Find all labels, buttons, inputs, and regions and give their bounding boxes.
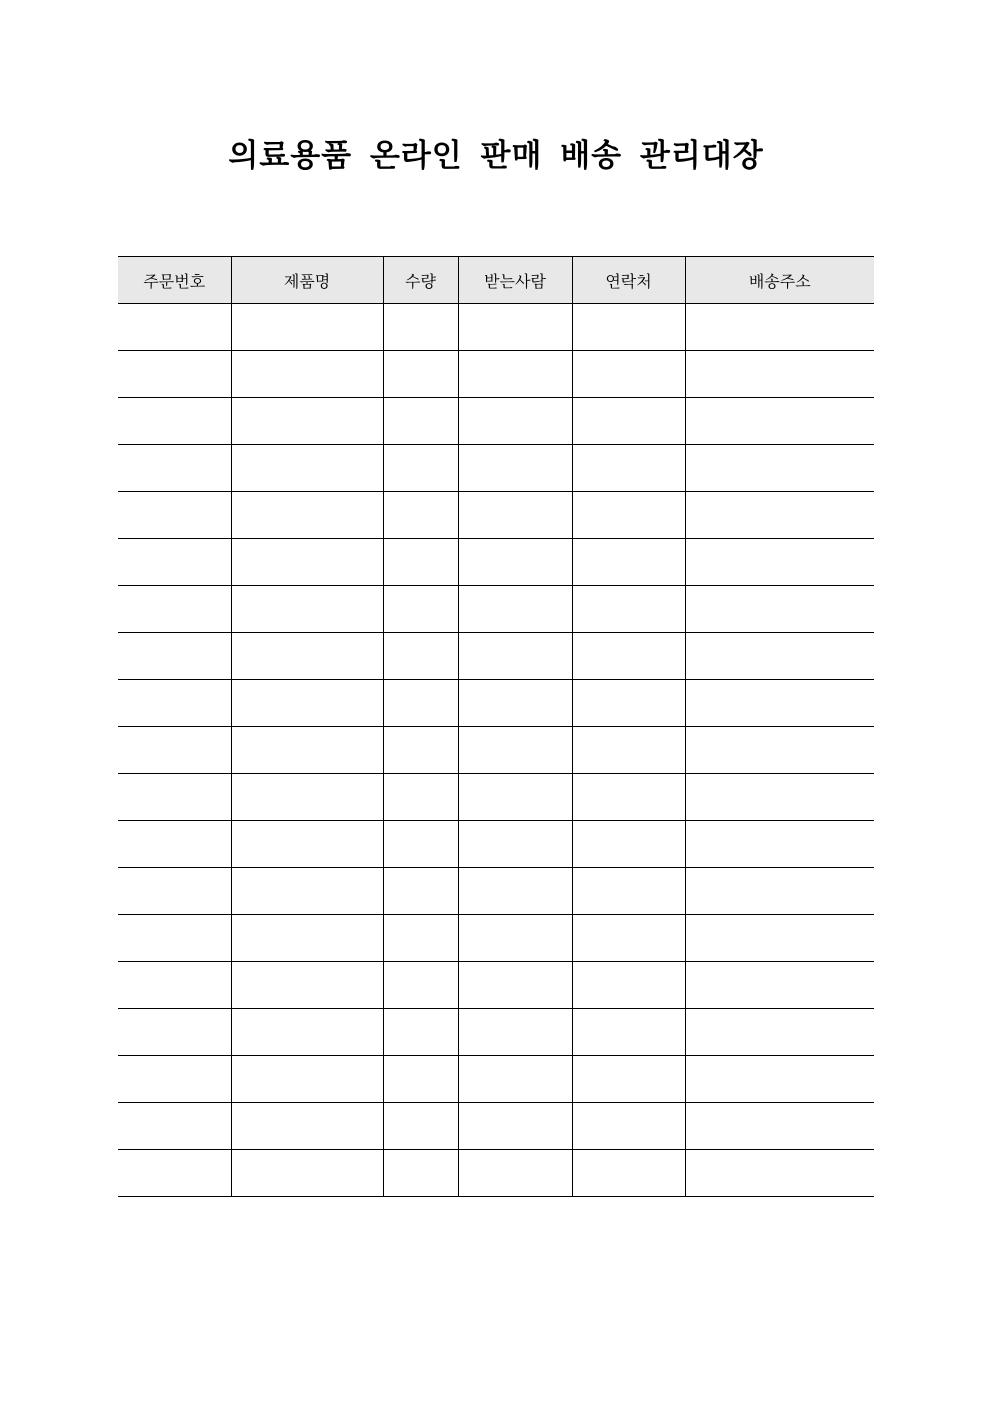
quantity-cell[interactable] bbox=[383, 304, 458, 351]
table-header-row bbox=[118, 257, 874, 304]
quantity-cell[interactable] bbox=[383, 680, 458, 727]
order-number-cell[interactable] bbox=[118, 727, 231, 774]
product-name-cell[interactable] bbox=[231, 398, 383, 445]
contact-cell[interactable] bbox=[572, 1056, 685, 1103]
product-name-cell[interactable] bbox=[231, 633, 383, 680]
table-row bbox=[118, 1009, 874, 1056]
quantity-cell[interactable] bbox=[383, 1150, 458, 1197]
order-number-cell[interactable] bbox=[118, 304, 231, 351]
shipping-address-cell[interactable] bbox=[685, 1103, 874, 1150]
recipient-cell[interactable] bbox=[458, 868, 572, 915]
order-number-cell[interactable] bbox=[118, 1056, 231, 1103]
order-number-cell[interactable] bbox=[118, 539, 231, 586]
table-row bbox=[118, 633, 874, 680]
shipping-address-cell[interactable] bbox=[685, 586, 874, 633]
contact-cell[interactable] bbox=[572, 1009, 685, 1056]
quantity-cell[interactable] bbox=[383, 962, 458, 1009]
quantity-cell[interactable] bbox=[383, 586, 458, 633]
table-row bbox=[118, 539, 874, 586]
product-name-cell[interactable] bbox=[231, 1103, 383, 1150]
table-row bbox=[118, 492, 874, 539]
recipient-cell[interactable] bbox=[458, 586, 572, 633]
product-name-cell[interactable] bbox=[231, 680, 383, 727]
header-quantity: 수량 bbox=[383, 257, 458, 304]
order-number-cell[interactable] bbox=[118, 821, 231, 868]
table-row bbox=[118, 1056, 874, 1103]
product-name-cell[interactable] bbox=[231, 586, 383, 633]
shipping-address-cell[interactable] bbox=[685, 351, 874, 398]
shipping-address-cell[interactable] bbox=[685, 445, 874, 492]
table-row bbox=[118, 868, 874, 915]
quantity-cell[interactable] bbox=[383, 1009, 458, 1056]
quantity-cell[interactable] bbox=[383, 1056, 458, 1103]
page-title: 의료용품 온라인 판매 배송 관리대장 bbox=[228, 138, 764, 174]
contact-cell[interactable] bbox=[572, 492, 685, 539]
product-name-cell[interactable] bbox=[231, 727, 383, 774]
recipient-cell[interactable] bbox=[458, 962, 572, 1009]
product-name-cell[interactable] bbox=[231, 868, 383, 915]
product-name-cell[interactable] bbox=[231, 1150, 383, 1197]
quantity-cell[interactable] bbox=[383, 398, 458, 445]
contact-cell[interactable] bbox=[572, 962, 685, 1009]
contact-cell[interactable] bbox=[572, 351, 685, 398]
recipient-cell[interactable] bbox=[458, 774, 572, 821]
quantity-cell[interactable] bbox=[383, 633, 458, 680]
contact-cell[interactable] bbox=[572, 915, 685, 962]
table-row bbox=[118, 821, 874, 868]
contact-cell[interactable] bbox=[572, 680, 685, 727]
table-row bbox=[118, 727, 874, 774]
recipient-cell[interactable] bbox=[458, 398, 572, 445]
header-contact: 연락처 bbox=[572, 257, 685, 304]
quantity-cell[interactable] bbox=[383, 492, 458, 539]
delivery-ledger-table bbox=[118, 256, 874, 1197]
shipping-address-cell[interactable] bbox=[685, 633, 874, 680]
shipping-address-cell[interactable] bbox=[685, 915, 874, 962]
table-row bbox=[118, 304, 874, 351]
recipient-cell[interactable] bbox=[458, 915, 572, 962]
table-row bbox=[118, 445, 874, 492]
recipient-cell[interactable] bbox=[458, 492, 572, 539]
order-number-cell[interactable] bbox=[118, 868, 231, 915]
recipient-cell[interactable] bbox=[458, 727, 572, 774]
quantity-cell[interactable] bbox=[383, 821, 458, 868]
shipping-address-cell[interactable] bbox=[685, 539, 874, 586]
shipping-address-cell[interactable] bbox=[685, 398, 874, 445]
contact-cell[interactable] bbox=[572, 1103, 685, 1150]
recipient-cell[interactable] bbox=[458, 539, 572, 586]
table-row bbox=[118, 680, 874, 727]
recipient-cell[interactable] bbox=[458, 351, 572, 398]
contact-cell[interactable] bbox=[572, 445, 685, 492]
order-number-cell[interactable] bbox=[118, 492, 231, 539]
order-number-cell[interactable] bbox=[118, 915, 231, 962]
header-recipient: 받는사람 bbox=[458, 257, 572, 304]
quantity-cell[interactable] bbox=[383, 539, 458, 586]
quantity-cell[interactable] bbox=[383, 727, 458, 774]
product-name-cell[interactable] bbox=[231, 492, 383, 539]
order-number-cell[interactable] bbox=[118, 680, 231, 727]
contact-cell[interactable] bbox=[572, 398, 685, 445]
order-number-cell[interactable] bbox=[118, 1103, 231, 1150]
shipping-address-cell[interactable] bbox=[685, 821, 874, 868]
shipping-address-cell[interactable] bbox=[685, 1056, 874, 1103]
shipping-address-cell[interactable] bbox=[685, 962, 874, 1009]
order-number-cell[interactable] bbox=[118, 774, 231, 821]
product-name-cell[interactable] bbox=[231, 539, 383, 586]
shipping-address-cell[interactable] bbox=[685, 868, 874, 915]
contact-cell[interactable] bbox=[572, 774, 685, 821]
contact-cell[interactable] bbox=[572, 821, 685, 868]
shipping-address-cell[interactable] bbox=[685, 1009, 874, 1056]
product-name-cell[interactable] bbox=[231, 445, 383, 492]
header-shipping-address: 배송주소 bbox=[685, 257, 874, 304]
recipient-cell[interactable] bbox=[458, 1150, 572, 1197]
contact-cell[interactable] bbox=[572, 868, 685, 915]
quantity-cell[interactable] bbox=[383, 915, 458, 962]
product-name-cell[interactable] bbox=[231, 821, 383, 868]
table-row bbox=[118, 1103, 874, 1150]
product-name-cell[interactable] bbox=[231, 915, 383, 962]
shipping-address-cell[interactable] bbox=[685, 304, 874, 351]
order-number-cell[interactable] bbox=[118, 586, 231, 633]
quantity-cell[interactable] bbox=[383, 445, 458, 492]
table-row bbox=[118, 398, 874, 445]
product-name-cell[interactable] bbox=[231, 1009, 383, 1056]
table-row bbox=[118, 1150, 874, 1197]
recipient-cell[interactable] bbox=[458, 821, 572, 868]
recipient-cell[interactable] bbox=[458, 1103, 572, 1150]
order-number-cell[interactable] bbox=[118, 633, 231, 680]
contact-cell[interactable] bbox=[572, 304, 685, 351]
table-row bbox=[118, 962, 874, 1009]
recipient-cell[interactable] bbox=[458, 1056, 572, 1103]
quantity-cell[interactable] bbox=[383, 868, 458, 915]
product-name-cell[interactable] bbox=[231, 1056, 383, 1103]
order-number-cell[interactable] bbox=[118, 962, 231, 1009]
order-number-cell[interactable] bbox=[118, 398, 231, 445]
order-number-cell[interactable] bbox=[118, 1150, 231, 1197]
order-number-cell[interactable] bbox=[118, 351, 231, 398]
quantity-cell[interactable] bbox=[383, 1103, 458, 1150]
contact-cell[interactable] bbox=[572, 1150, 685, 1197]
product-name-cell[interactable] bbox=[231, 304, 383, 351]
header-product-name: 제품명 bbox=[231, 257, 383, 304]
table-row bbox=[118, 586, 874, 633]
table-row bbox=[118, 351, 874, 398]
table-body bbox=[118, 304, 874, 1197]
contact-cell[interactable] bbox=[572, 727, 685, 774]
table-row bbox=[118, 915, 874, 962]
recipient-cell[interactable] bbox=[458, 633, 572, 680]
product-name-cell[interactable] bbox=[231, 774, 383, 821]
contact-cell[interactable] bbox=[572, 586, 685, 633]
contact-cell[interactable] bbox=[572, 539, 685, 586]
quantity-cell[interactable] bbox=[383, 774, 458, 821]
recipient-cell[interactable] bbox=[458, 1009, 572, 1056]
shipping-address-cell[interactable] bbox=[685, 727, 874, 774]
shipping-address-cell[interactable] bbox=[685, 774, 874, 821]
recipient-cell[interactable] bbox=[458, 304, 572, 351]
recipient-cell[interactable] bbox=[458, 445, 572, 492]
product-name-cell[interactable] bbox=[231, 962, 383, 1009]
product-name-cell[interactable] bbox=[231, 351, 383, 398]
header-order-number: 주문번호 bbox=[118, 257, 231, 304]
shipping-address-cell[interactable] bbox=[685, 492, 874, 539]
order-number-cell[interactable] bbox=[118, 445, 231, 492]
recipient-cell[interactable] bbox=[458, 680, 572, 727]
shipping-address-cell[interactable] bbox=[685, 680, 874, 727]
order-number-cell[interactable] bbox=[118, 1009, 231, 1056]
table-row bbox=[118, 774, 874, 821]
shipping-address-cell[interactable] bbox=[685, 1150, 874, 1197]
quantity-cell[interactable] bbox=[383, 351, 458, 398]
contact-cell[interactable] bbox=[572, 633, 685, 680]
